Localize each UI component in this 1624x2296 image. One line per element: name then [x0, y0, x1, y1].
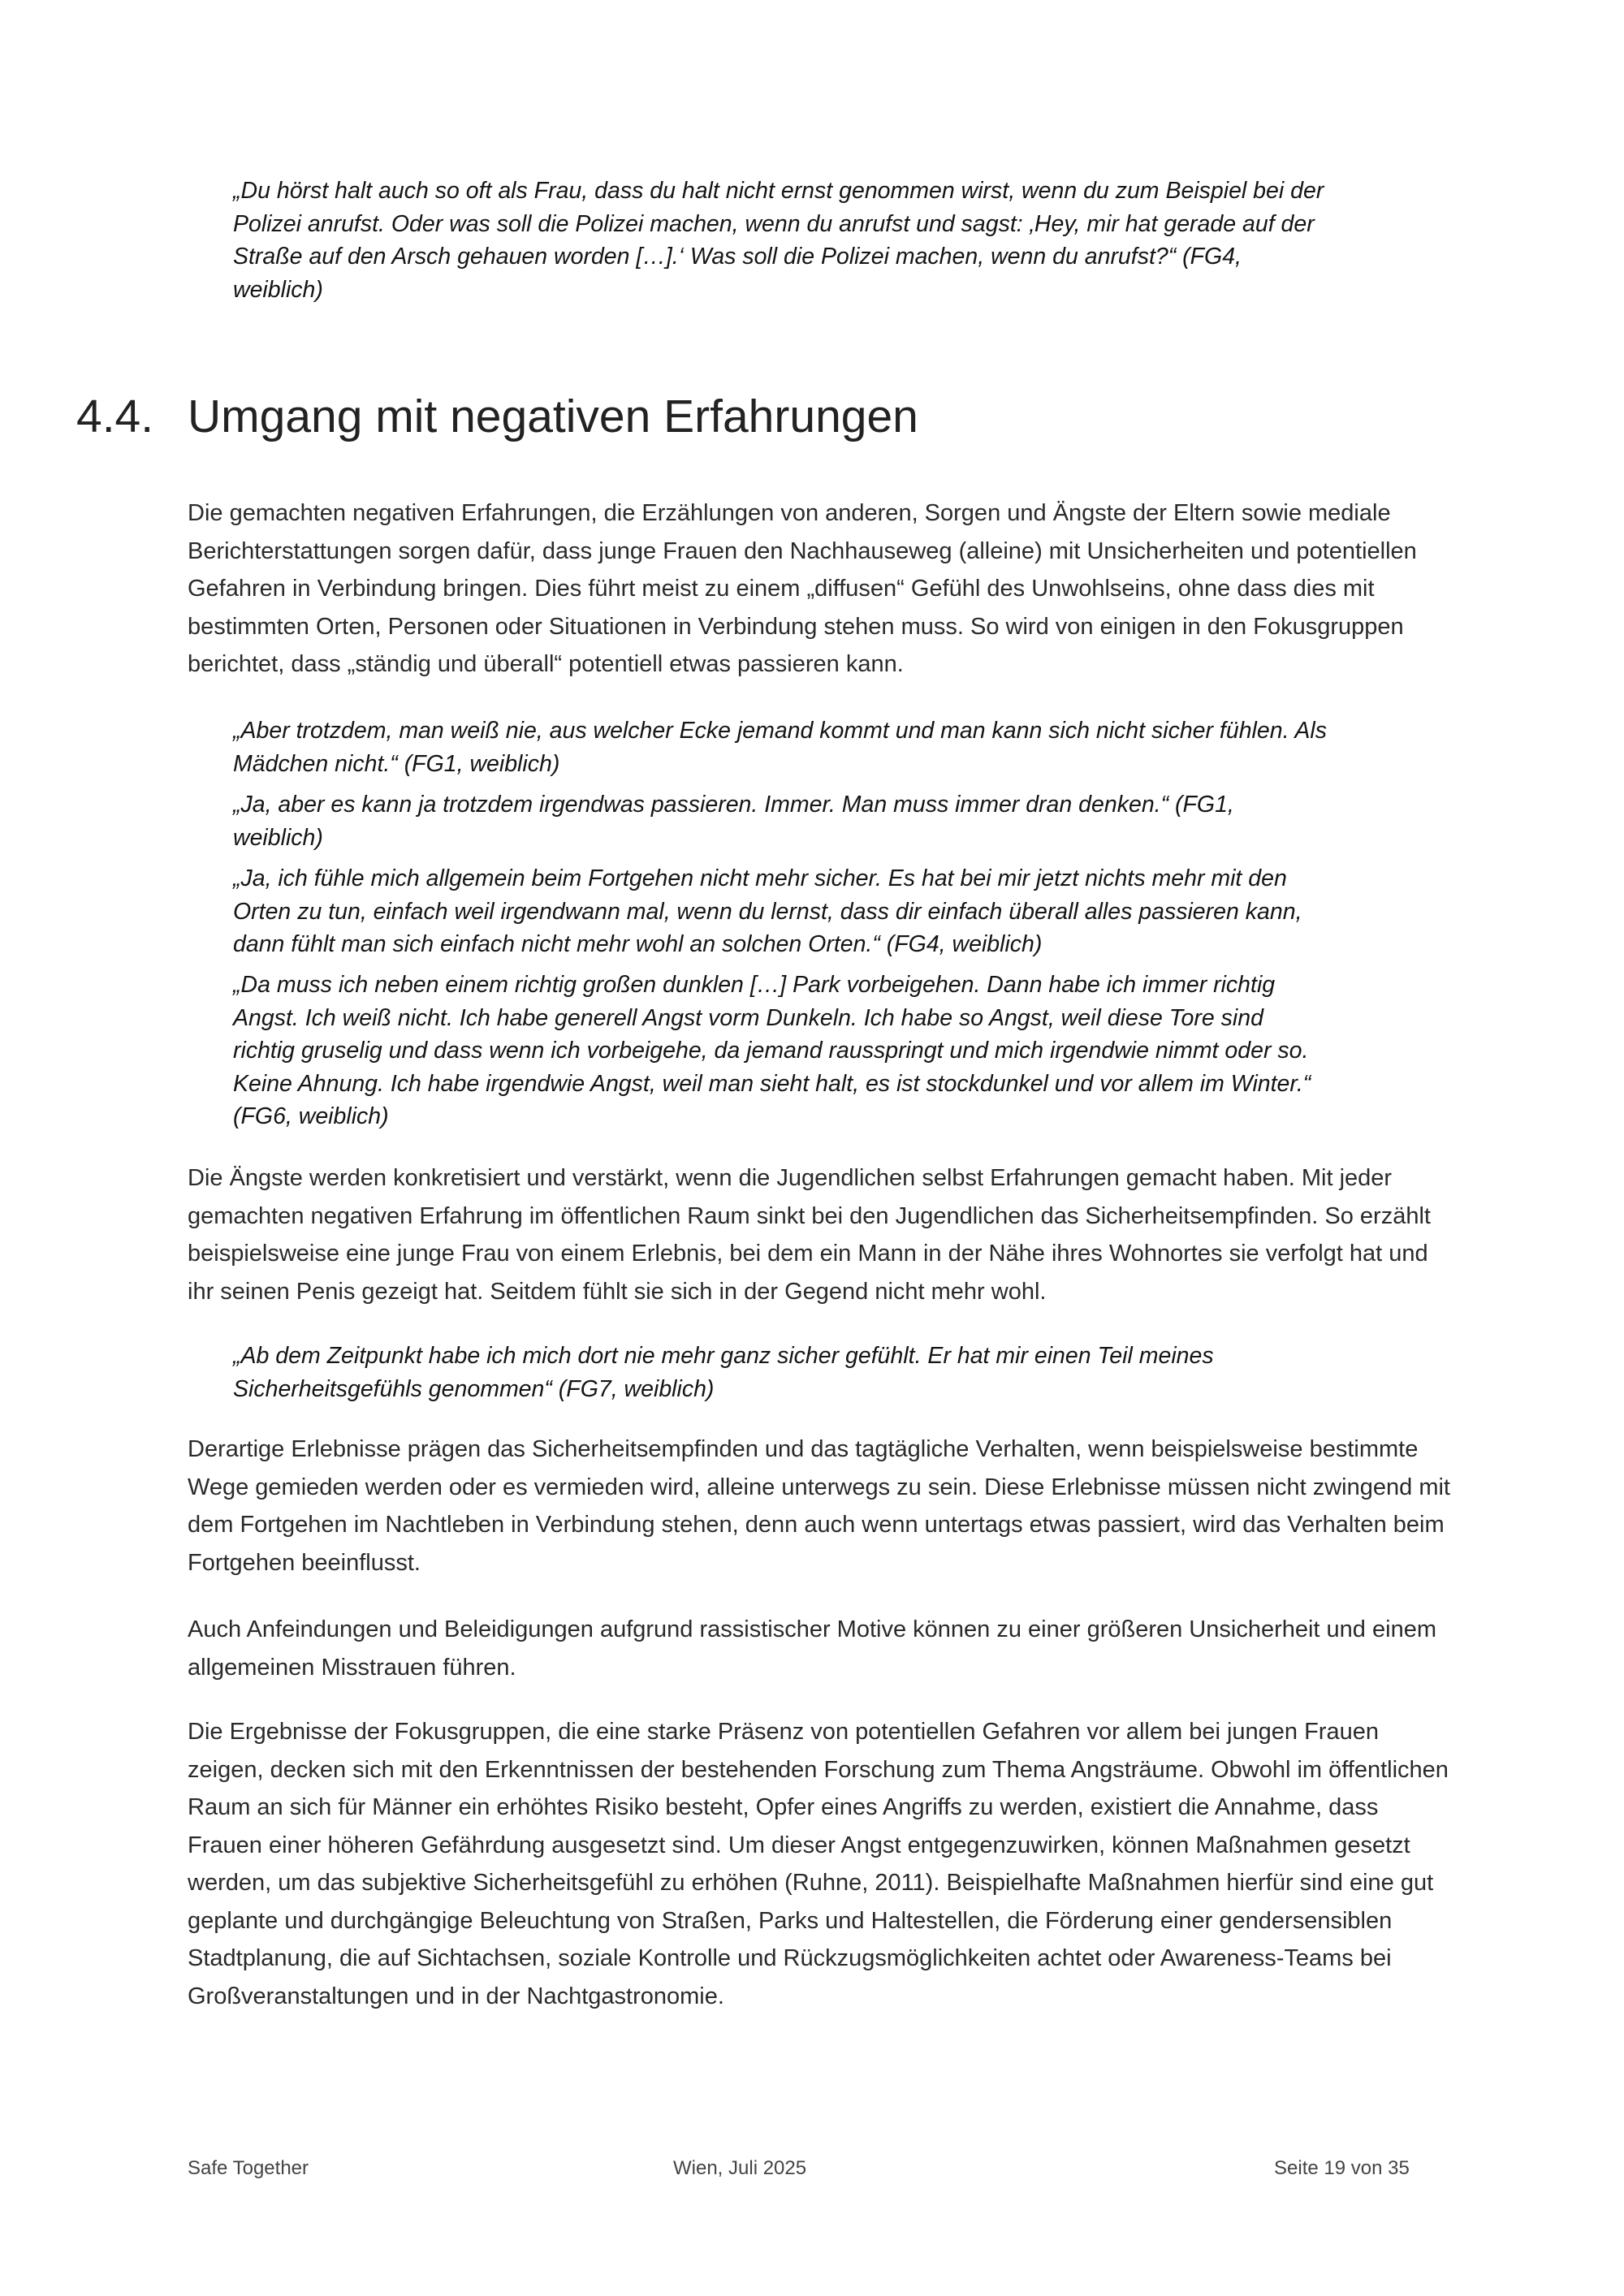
paragraph-5: Die Ergebnisse der Fokusgruppen, die eine starke Präsenz von potentiellen Gefahren vor allem bei jungen Frauen zeigen, decken sich mit den Erkenntnissen der bestehenden Forschung zum Thema Angsträume. Obwohl im öffentlichen Raum an sich für Männer ein erhöhtes Risiko besteht, Opfer eines Angriffs zu werden, existiert die Annahme, dass Frauen einer höheren Gefährdung ausgesetzt sind. Um dieser Angst entgegenzuwirken, können Maßnahmen gesetzt werden, um das subjektive Sicherheitsgefühl zu erhöhen (Ruhne, 2011). Beispielhafte Maßnahmen hierfür sind eine gut geplante und durchgängige Beleuchtung von Straßen, Parks und Haltestellen, die Förderung einer gendersensiblen Stadtplanung, die auf Sichtachsen, soziale Kontrolle und Rückzugsmöglichkeiten achtet oder Awareness-Teams bei Großveranstaltungen und in der Nachtgastronomie.	[188, 1719, 1449, 2009]
paragraph-4: Auch Anfeindungen und Beleidigungen aufgrund rassistischer Motive können zu einer größeren Unsicherheit und einem allgemeinen Misstrauen führen.	[188, 1616, 1436, 1681]
paragraph-1: Die gemachten negativen Erfahrungen, die Erzählungen von anderen, Sorgen und Ängste der Eltern sowie mediale Berichterstattungen sorgen dafür, dass junge Frauen den Nachhauseweg (alleine) mit Unsicherheiten und potentiellen Gefahren in Verbindung bringen. Dies führt meist zu einem „diffusen“ Gefühl des Unwohlseins, ohne dass dies mit bestimmten Orten, Personen oder Situationen in Verbindung stehen muss. So wird von einigen in den Fokusgruppen berichtet, dass „ständig und überall“ potentiell etwas passieren kann.	[188, 500, 1417, 677]
quote-fg7: „Ab dem Zeitpunkt habe ich mich dort nie mehr ganz sicher gefühlt. Er hat mir einen Teil meines Sicherheitsgefühls genommen“ (FG7, weiblich)	[233, 1343, 1214, 1402]
section-heading	[76, 388, 918, 445]
paragraph-3: Derartige Erlebnisse prägen das Sicherheitsempfinden und das tagtägliche Verhalten, wenn beispielsweise bestimmte Wege gemieden werden oder es vermieden wird, alleine unterwegs zu sein. Diese Erlebnisse müssen nicht zwingend mit dem Fortgehen im Nachtleben in Verbindung stehen, denn auch wenn untertags etwas passiert, wird das Verhalten beim Fortgehen beeinflusst.	[188, 1436, 1450, 1576]
section-number: 4.4.	[76, 391, 154, 442]
paragraph-2: Die Ängste werden konkretisiert und verstärkt, wenn die Jugendlichen selbst Erfahrungen gemacht haben. Mit jeder gemachten negativen Erfahrung im öffentlichen Raum sinkt bei den Jugendlichen das Sicherheitsempfinden. So erzählt beispielsweise eine junge Frau von einem Erlebnis, bei dem ein Mann in der Nähe ihres Wohnortes sie verfolgt hat und ihr seinen Penis gezeigt hat. Seitdem fühlt sie sich in der Gegend nicht mehr wohl.	[188, 1165, 1431, 1305]
footer-page-number: Seite 19 von 35	[1274, 2157, 1410, 2179]
quote-fg1-b: „Ja, aber es kann ja trotzdem irgendwas passieren. Immer. Man muss immer dran denken.“ (FG1, weiblich)	[233, 792, 1234, 851]
quote-fg6: „Da muss ich neben einem richtig großen dunklen […] Park vorbeigehen. Dann habe ich immer richtig Angst. Ich weiß nicht. Ich habe generell Angst vorm Dunkeln. Ich habe so Angst, weil diese Tore sind richtig gruselig und dass wenn ich vorbeigehe, da jemand rausspringt und mich irgendwie nimmt oder so. Keine Ahnung. Ich habe irgendwie Angst, weil man sieht halt, es ist stockdunkel und vor allem im Winter.“ (FG6, weiblich)	[233, 972, 1311, 1129]
footer-project-title: Safe Together	[188, 2157, 309, 2179]
quote-intro: „Du hörst halt auch so oft als Frau, dass du halt nicht ernst genommen wirst, wenn du zum Beispiel bei der Polizei anrufst. Oder was soll die Polizei machen, wenn du anrufst und sagst: ‚Hey, mir hat gerade auf der Straße auf den Arsch gehauen worden […].‘ Was soll die Polizei machen, wenn du anrufst?“ (FG4, weiblich)	[233, 178, 1324, 303]
quote-fg4: „Ja, ich fühle mich allgemein beim Fortgehen nicht mehr sicher. Es hat bei mir jetzt nichts mehr mit den Orten zu tun, einfach weil irgendwann mal, wenn du lernst, dass dir einfach überall alles passieren kann, dann fühlt man sich einfach nicht mehr wohl an solchen Orten.“ (FG4, weiblich)	[233, 865, 1302, 957]
quote-fg1-a: „Aber trotzdem, man weiß nie, aus welcher Ecke jemand kommt und man kann sich nicht sicher fühlen. Als Mädchen nicht.“ (FG1, weiblich)	[233, 718, 1327, 777]
section-title: Umgang mit negativen Erfahrungen	[188, 391, 918, 442]
footer-date: Wien, Juli 2025	[673, 2157, 807, 2179]
